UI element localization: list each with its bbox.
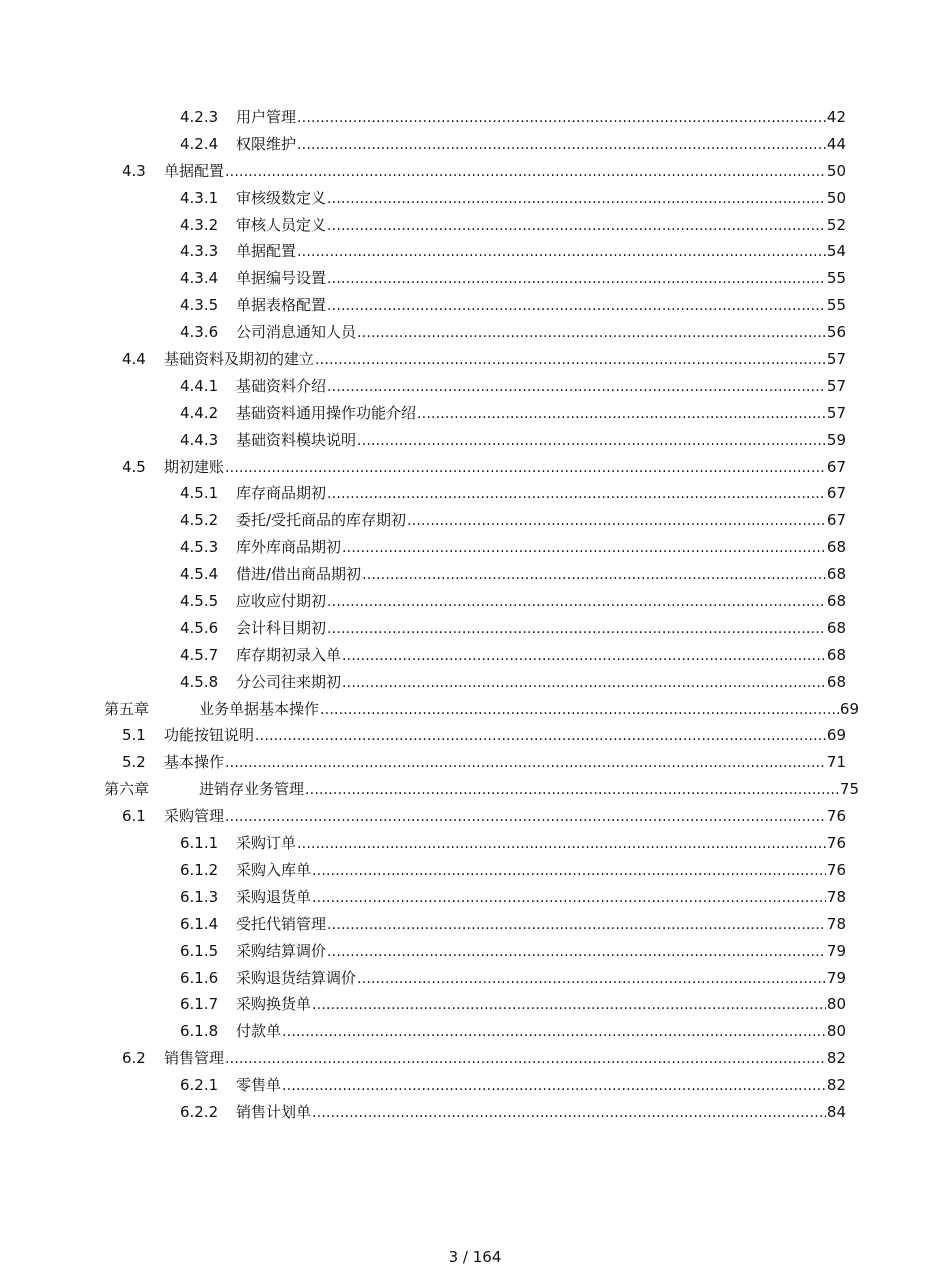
toc-dot-leader [315,347,826,374]
table-of-contents [0,104,950,1126]
toc-dot-leader [312,1100,826,1127]
toc-entry[interactable] [0,857,950,884]
toc-entry-page: 78 [826,887,846,906]
toc-entry-line [236,830,846,858]
toc-entry-number: 6.1.8 [180,1022,219,1041]
toc-entry-line [236,185,846,213]
toc-dot-leader [327,616,826,643]
toc-entry-line [236,212,846,240]
toc-dot-leader [297,105,826,132]
toc-entry-number: 4.3 [122,161,146,180]
toc-dot-leader [417,401,826,428]
toc-entry-line [236,104,846,132]
toc-entry-line [236,911,846,939]
toc-entry[interactable] [0,265,950,292]
toc-entry[interactable] [0,346,950,373]
toc-dot-leader [327,589,826,616]
toc-entry-page: 84 [826,1102,846,1121]
toc-entry[interactable] [0,534,950,561]
toc-entry-title: 公司消息通知人员 [236,323,357,342]
toc-entry-line [236,373,846,401]
toc-dot-leader [320,697,839,724]
toc-entry-title: 销售计划单 [236,1102,312,1121]
toc-entry-title: 审核人员定义 [236,215,327,234]
toc-entry-line [236,588,846,616]
toc-entry[interactable] [0,185,950,212]
toc-entry-line [236,534,846,562]
toc-dot-leader [357,966,826,993]
toc-entry-page: 67 [826,484,846,503]
toc-entry-line [164,803,846,831]
toc-entry-title: 库存商品期初 [236,484,327,503]
toc-entry-line [236,669,846,697]
toc-dot-leader [225,455,826,482]
toc-entry[interactable] [0,1045,950,1072]
toc-entry-page: 79 [826,941,846,960]
toc-entry-number: 4.5.4 [180,565,219,584]
toc-entry[interactable] [0,292,950,319]
toc-entry-page: 78 [826,914,846,933]
toc-entry-line [236,991,846,1019]
toc-entry-page: 55 [826,296,846,315]
toc-entry-page: 82 [826,1076,846,1095]
toc-entry-page: 56 [826,323,846,342]
toc-entry-line [164,749,846,777]
toc-entry-page: 68 [826,645,846,664]
toc-entry[interactable] [0,1099,950,1126]
toc-entry-number: 6.1.6 [180,968,219,987]
toc-entry-title: 受托代销管理 [236,914,327,933]
toc-entry[interactable] [0,830,950,857]
toc-dot-leader [342,643,826,670]
toc-entry-title: 采购退货单 [236,887,312,906]
toc-entry-number: 4.3.1 [180,188,219,207]
toc-entry-number: 5.1 [122,726,146,745]
toc-entry-title: 功能按钮说明 [164,726,255,745]
toc-dot-leader [342,535,826,562]
toc-entry-page: 68 [826,592,846,611]
toc-entry-title: 库存期初录入单 [236,645,342,664]
toc-dot-leader [225,159,826,186]
toc-entry-title: 应收应付期初 [236,592,327,611]
toc-entry-title: 基础资料通用操作功能介绍 [236,403,417,422]
toc-entry-title: 单据配置 [236,242,297,261]
toc-dot-leader [407,508,826,535]
toc-dot-leader [312,858,826,885]
toc-entry-page: 68 [826,618,846,637]
toc-entry-page: 76 [826,807,846,826]
toc-entry-title: 采购结算调价 [236,941,327,960]
toc-dot-leader [312,992,826,1019]
toc-entry-title: 基本操作 [164,753,225,772]
toc-entry-page: 67 [826,511,846,530]
toc-entry-number: 4.2.4 [180,134,219,153]
toc-entry-page: 76 [826,834,846,853]
toc-entry-number: 6.1.1 [180,834,219,853]
toc-dot-leader [327,912,826,939]
toc-entry[interactable] [0,911,950,938]
toc-entry-page: 80 [826,1022,846,1041]
toc-entry-title: 单据表格配置 [236,296,327,315]
toc-entry-title: 零售单 [236,1076,282,1095]
toc-entry-title: 采购换货单 [236,995,312,1014]
toc-dot-leader [327,939,826,966]
page-number-footer: 3 / 164 [448,1248,502,1266]
toc-entry-number: 6.2.2 [180,1102,219,1121]
toc-entry[interactable] [0,749,950,776]
toc-entry[interactable] [0,803,950,830]
toc-entry-line [236,265,846,293]
toc-entry-number: 4.5.2 [180,511,219,530]
toc-entry-number: 6.2.1 [180,1076,219,1095]
toc-entry-line [236,561,846,589]
toc-entry-number: 6.1.4 [180,914,219,933]
toc-entry-page: 50 [826,188,846,207]
toc-entry-page: 67 [826,457,846,476]
toc-entry-page: 68 [826,565,846,584]
toc-entry-number: 第五章 [104,699,150,718]
toc-entry-number: 4.4.2 [180,403,219,422]
toc-entry-page: 75 [839,780,859,799]
toc-entry-line [164,454,846,482]
toc-entry-number: 6.1 [122,807,146,826]
toc-dot-leader [297,239,826,266]
toc-entry-number: 6.1.2 [180,860,219,879]
toc-entry-number: 4.2.3 [180,108,219,126]
toc-entry-title: 采购订单 [236,834,297,853]
toc-entry-page: 68 [826,672,846,691]
toc-entry-page: 59 [826,430,846,449]
toc-entry-title: 基础资料介绍 [236,376,327,395]
toc-entry-number: 4.5.5 [180,592,219,611]
toc-dot-leader [297,831,826,858]
toc-entry-line [236,319,846,347]
toc-entry[interactable] [0,884,950,911]
toc-entry[interactable] [0,373,950,400]
toc-entry[interactable] [0,722,950,749]
toc-dot-leader [327,213,826,240]
toc-entry-line [164,158,846,186]
toc-entry[interactable] [0,938,950,965]
toc-entry-page: 79 [826,968,846,987]
toc-entry-line [236,615,846,643]
toc-entry-number: 5.2 [122,753,146,772]
toc-entry-line [236,857,846,885]
toc-entry-line [199,776,859,804]
toc-dot-leader [297,132,826,159]
toc-entry[interactable] [0,669,950,696]
toc-entry-number: 6.1.7 [180,995,219,1014]
toc-entry-page: 76 [826,860,846,879]
toc-entry-number: 4.3.3 [180,242,219,261]
toc-entry-number: 第六章 [104,780,150,799]
toc-entry-line [236,131,846,159]
toc-entry-number: 4.3.2 [180,215,219,234]
toc-entry-title: 单据配置 [164,161,225,180]
toc-entry[interactable] [0,319,950,346]
toc-entry-page: 54 [826,242,846,261]
toc-entry-title: 采购退货结算调价 [236,968,357,987]
toc-entry-number: 4.5 [122,457,146,476]
toc-entry-page: 50 [826,161,846,180]
toc-entry-page: 57 [826,403,846,422]
toc-dot-leader [225,750,826,777]
toc-entry-line [236,884,846,912]
toc-entry[interactable] [0,238,950,265]
toc-entry-number: 4.3.6 [180,323,219,342]
toc-entry-title: 会计科目期初 [236,618,327,637]
toc-entry[interactable] [0,400,950,427]
toc-entry-page: 80 [826,995,846,1014]
toc-entry[interactable] [0,212,950,239]
toc-dot-leader [327,266,826,293]
toc-entry-page: 71 [826,753,846,772]
toc-dot-leader [225,804,826,831]
toc-entry-number: 4.5.6 [180,618,219,637]
toc-entry-number: 4.5.8 [180,672,219,691]
toc-entry-number: 4.3.5 [180,296,219,315]
toc-entry-title: 期初建账 [164,457,225,476]
toc-dot-leader [305,777,839,804]
toc-dot-leader [362,562,826,589]
toc-dot-leader [327,481,826,508]
toc-entry[interactable] [0,561,950,588]
toc-entry[interactable] [0,1018,950,1045]
toc-entry[interactable] [0,615,950,642]
toc-entry[interactable] [0,696,950,723]
toc-entry-title: 委托/受托商品的库存期初 [236,511,407,530]
toc-entry-title: 付款单 [236,1022,282,1041]
toc-entry-line [199,696,859,724]
toc-entry-title: 权限维护 [236,134,297,153]
toc-entry[interactable] [0,965,950,992]
toc-entry-line [164,1045,846,1073]
toc-entry[interactable] [0,104,950,131]
toc-entry-line [236,427,846,455]
toc-entry-line [164,346,846,374]
toc-entry-number: 6.2 [122,1049,146,1068]
toc-entry[interactable] [0,427,950,454]
toc-entry-title: 用户管理 [236,108,297,126]
toc-entry-number: 4.4.1 [180,376,219,395]
toc-dot-leader [255,723,826,750]
toc-entry-title: 销售管理 [164,1049,225,1068]
toc-entry-line [236,400,846,428]
toc-entry[interactable] [0,642,950,669]
toc-entry-title: 采购入库单 [236,860,312,879]
toc-entry-title: 单据编号设置 [236,269,327,288]
toc-entry-number: 4.3.4 [180,269,219,288]
toc-entry-page: 44 [826,134,846,153]
toc-entry-page: 68 [826,538,846,557]
toc-entry-number: 4.4.3 [180,430,219,449]
toc-entry-line [164,722,846,750]
toc-entry-page: 82 [826,1049,846,1068]
toc-entry-line [236,1099,846,1127]
toc-entry-line [236,965,846,993]
toc-entry-page: 42 [826,108,846,126]
toc-dot-leader [225,1046,826,1073]
toc-entry-page: 69 [839,699,859,718]
toc-entry-number: 6.1.5 [180,941,219,960]
toc-entry-page: 69 [826,726,846,745]
toc-entry-number: 6.1.3 [180,887,219,906]
toc-entry-number: 4.5.7 [180,645,219,664]
toc-dot-leader [327,374,826,401]
toc-entry-number: 4.5.3 [180,538,219,557]
toc-entry-title: 审核级数定义 [236,188,327,207]
toc-dot-leader [282,1073,826,1100]
toc-entry-title: 基础资料及期初的建立 [164,350,315,369]
toc-entry-title: 库外库商品期初 [236,538,342,557]
toc-entry-page: 57 [826,376,846,395]
toc-entry-title: 基础资料模块说明 [236,430,357,449]
toc-entry[interactable] [0,131,950,158]
toc-entry-page: 55 [826,269,846,288]
toc-entry-title: 业务单据基本操作 [199,699,320,718]
toc-entry-line [236,480,846,508]
toc-entry-line [236,1072,846,1100]
toc-entry-line [236,292,846,320]
toc-entry-title: 采购管理 [164,807,225,826]
toc-entry-title: 借进/借出商品期初 [236,565,362,584]
toc-entry[interactable] [0,776,950,803]
toc-entry[interactable] [0,1072,950,1099]
toc-dot-leader [282,1019,826,1046]
toc-entry-number: 4.5.1 [180,484,219,503]
toc-entry-page: 52 [826,215,846,234]
toc-entry-page: 57 [826,350,846,369]
toc-dot-leader [357,428,826,455]
toc-entry[interactable] [0,991,950,1018]
toc-dot-leader [312,885,826,912]
toc-entry-line [236,238,846,266]
toc-entry-line [236,938,846,966]
toc-entry[interactable] [0,507,950,534]
toc-entry[interactable] [0,480,950,507]
toc-entry-line [236,507,846,535]
toc-dot-leader [342,670,826,697]
toc-dot-leader [357,320,826,347]
toc-entry-line [236,1018,846,1046]
toc-dot-leader [327,293,826,320]
toc-entry[interactable] [0,454,950,481]
toc-entry-title: 分公司往来期初 [236,672,342,691]
toc-entry[interactable] [0,158,950,185]
toc-entry[interactable] [0,588,950,615]
toc-entry-title: 进销存业务管理 [199,780,305,799]
toc-entry-line [236,642,846,670]
toc-entry-number: 4.4 [122,350,146,369]
toc-dot-leader [327,186,826,213]
